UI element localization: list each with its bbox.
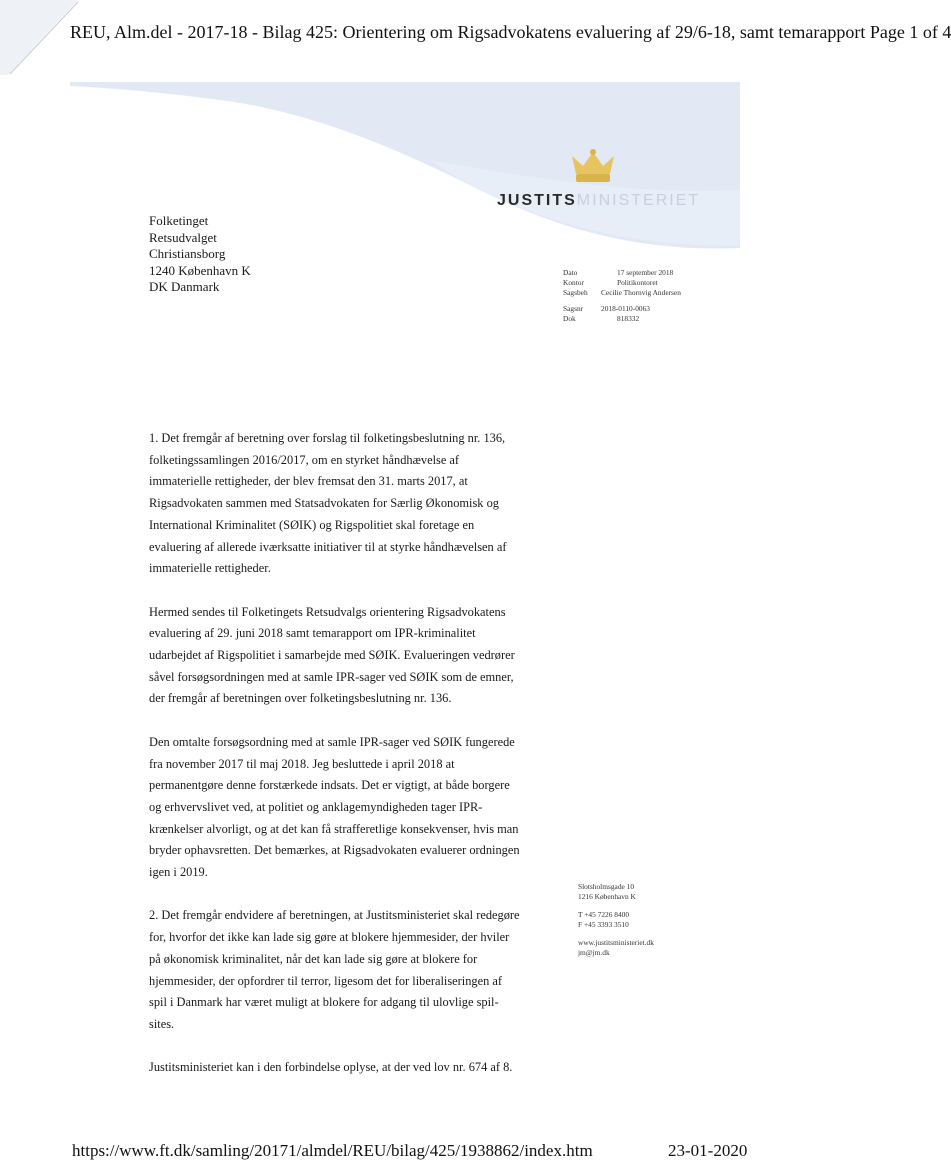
sender-contact	[578, 882, 654, 966]
body-paragraph: 2. Det fremgår endvidere af beretningen, at Justitsministeriet skal redegøre for, hvorfor det ikke kan lade sig gøre at blokere hjemmesider, der hviler på økonomisk kriminalitet, når det kan lade sig gøre at blokere for hjemmesider, der opfordrer til terror, ligesom det for liberaliseringen af spil i Danmark har været muligt at blokere for adgang til ulovlige spil-sites.	[149, 908, 520, 1031]
meta-value: 2018-0110-0063	[601, 304, 650, 313]
meta-row-caseworker	[563, 288, 701, 298]
letter-body	[149, 428, 521, 1101]
recipient-line: DK Danmark	[149, 279, 220, 295]
sender-phone: T +45 7226 8400	[578, 910, 630, 919]
sender-fax: F +45 3393 3510	[578, 920, 629, 929]
footer-date: 23-01-2020	[668, 1141, 748, 1160]
recipient-line: 1240 København K	[149, 262, 251, 278]
sender-street: Slotsholmsgade 10	[578, 882, 635, 891]
sender-website: www.justitsministeriet.dk	[578, 938, 654, 947]
body-paragraph: Den omtalte forsøgsordning med at samle IPR-sager ved SØIK fungerede fra november 2017 til maj 2018. Jeg besluttede i april 2018 at permanentgøre denne forstærkede indsats. Det er vigtigt, at både borgere og erhvervslivet ved, at politiet og anklagemyndigheden tager IPR-krænkelser alvorligt, og at det kan få strafferetlige konsekvenser, hvis man bryder ophavsretten. Det bemærkes, at Rigsadvokaten evaluerer ordningen igen i 2019.	[149, 734, 520, 880]
footer-url: https://www.ft.dk/samling/20171/almdel/REU/bilag/425/1938862/index.htm	[72, 1141, 593, 1160]
recipient-line: Christiansborg	[149, 246, 226, 262]
document-meta	[563, 268, 701, 324]
recipient-line: Retsudvalget	[149, 229, 217, 245]
meta-value: Politikontoret	[617, 278, 658, 287]
body-paragraph: Justitsministeriet kan i den forbindelse oplyse, at der ved lov nr. 674 af 8.	[149, 1060, 513, 1075]
page-corner-fold	[0, 0, 80, 80]
recipient-line: Folketinget	[149, 213, 209, 228]
meta-row-office	[563, 278, 701, 288]
meta-label: Dato	[563, 268, 578, 277]
ministry-logo	[497, 192, 700, 210]
header-page-label: Page 1 of 4	[869, 22, 951, 42]
sender-city: 1216 København K	[578, 892, 636, 901]
meta-value: Cecilie Thornvig Andersen	[601, 288, 681, 297]
recipient-address	[149, 213, 251, 296]
logo-text-light: MINISTERIET	[576, 192, 701, 209]
meta-label: Kontor	[563, 278, 584, 287]
meta-label: Sagsnr	[563, 304, 584, 313]
meta-value: 17 september 2018	[617, 268, 674, 277]
letterhead-wave	[0, 70, 828, 270]
meta-label: Sagsbeh	[563, 288, 588, 297]
body-paragraph: Hermed sendes til Folketingets Retsudvalgs orientering Rigsadvokatens evaluering af 29. juni 2018 samt temarapport om IPR-kriminalitet udarbejdet af Rigspolitiet i samarbejde med SØIK. Evalueringen vedrører såvel forsøgsordningen med at samle IPR-sager ved SØIK som de emner, der fremgår af beretningen over folketingsbeslutning nr. 136.	[149, 604, 515, 706]
logo-text-bold: JUSTITS	[497, 192, 577, 209]
crown-icon	[568, 148, 618, 188]
document-header	[70, 22, 951, 43]
meta-row-date	[563, 268, 701, 278]
meta-row-case-number	[563, 304, 701, 314]
body-paragraph: 1. Det fremgår af beretning over forslag til folketingsbeslutning nr. 136, folketingssamlingen 2016/2017, om en styrket håndhævelse af immaterielle rettigheder, der blev fremsat den 31. marts 2017, at Rigsadvokaten sammen med Statsadvokaten for Særlig Økonomisk og International Kriminalitet (SØIK) og Rigspolitiet skal foretage en evaluering af allerede iværksatte initiativer til at styrke håndhævelsen af immaterielle rettigheder.	[149, 431, 507, 576]
sender-email: jm@jm.dk	[578, 948, 610, 957]
meta-label: Dok	[563, 314, 576, 323]
meta-row-doc	[563, 314, 701, 324]
meta-value: 818332	[617, 314, 640, 323]
header-title: REU, Alm.del - 2017-18 - Bilag 425: Orientering om Rigsadvokatens evaluering af 29/6-18, samt temarapport	[70, 22, 866, 42]
